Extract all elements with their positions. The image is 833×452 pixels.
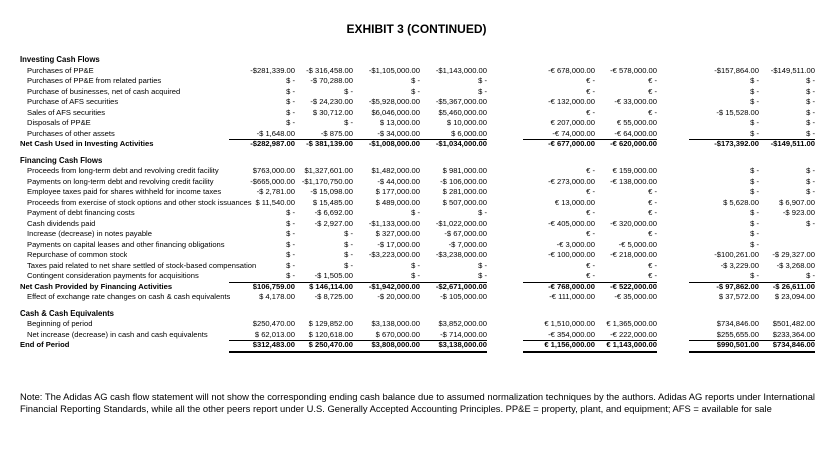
value-cell: € -	[648, 260, 657, 270]
value-cell: -$149,511.00	[770, 139, 815, 148]
value-cell: -$149,511.00	[770, 65, 815, 75]
value-cell: -$ 67,000.00	[444, 229, 487, 238]
value-cell: € -	[648, 76, 657, 85]
value-cell: $ -	[286, 86, 295, 96]
value-cell: -€ 578,000.00	[610, 65, 657, 75]
value-cell: $233,364.00	[759, 330, 815, 342]
value-cell: € -	[586, 76, 595, 85]
value-cell: -$ 15,098.00	[310, 187, 353, 196]
total-row	[20, 139, 815, 150]
row-label: Payment of debt financing costs	[27, 208, 135, 217]
table-row	[20, 261, 815, 272]
value-cell: -$ 714,000.00	[420, 330, 487, 342]
value-cell: € 1,156,000.00	[523, 340, 595, 353]
value-cell: $ 23,094.00	[774, 292, 815, 301]
row-label: Proceeds from exercise of stock options and other stock issuances	[27, 197, 252, 207]
value-cell: -$ 15,528.00	[716, 107, 759, 117]
row-label: Net Cash Provided by Financing Activities	[20, 281, 173, 291]
value-cell: € -	[523, 271, 595, 283]
value-cell: € 159,000.00	[612, 166, 657, 175]
row-label: Repurchase of common stock	[27, 250, 128, 259]
value-cell: -€ 64,000.00	[595, 129, 657, 141]
value-cell: -$ 70,288.00	[310, 76, 353, 85]
value-cell: -$ 34,000.00	[353, 129, 420, 141]
section-heading	[20, 55, 815, 66]
row-label: Payments on long-term debt and revolving credit facility	[27, 176, 214, 186]
table-row	[20, 166, 815, 177]
value-cell: $6,046,000.00	[371, 107, 420, 117]
value-cell: -€ 405,000.00	[548, 218, 595, 228]
value-cell: $ -	[759, 129, 815, 141]
value-cell: $501,482.00	[772, 319, 815, 328]
value-cell: -$ 6,692.00	[314, 208, 353, 217]
value-cell: $ 327,000.00	[375, 229, 420, 238]
value-cell: -$ 2,927.00	[314, 218, 353, 228]
value-cell: -$1,105,000.00	[368, 65, 420, 75]
table-row	[20, 129, 815, 140]
value-cell: $ 670,000.00	[353, 330, 420, 342]
value-cell: $ 62,013.00	[229, 330, 295, 342]
value-cell: $ -	[344, 250, 353, 259]
value-cell: $ 6,907.00	[779, 197, 815, 207]
value-cell: $ -	[286, 208, 295, 217]
value-cell: $ 120,618.00	[295, 330, 353, 342]
value-cell: -€ 273,000.00	[548, 176, 595, 186]
value-cell: $ 129,852.00	[308, 319, 353, 328]
exhibit-title: EXHIBIT 3 (CONTINUED)	[346, 22, 487, 36]
value-cell: $ -	[806, 97, 815, 106]
value-cell: -€ 138,000.00	[610, 176, 657, 186]
value-cell: $ 30,712.00	[312, 107, 353, 117]
value-cell: $ -	[806, 86, 815, 96]
table-row	[20, 319, 815, 330]
value-cell: € -	[586, 107, 595, 117]
value-cell: $ 146,114.00	[309, 281, 353, 291]
value-cell: $ -	[353, 271, 420, 283]
table-row	[20, 198, 815, 209]
value-cell: -$ 3,229.00	[720, 260, 759, 270]
value-cell: -$ 3,268.00	[776, 260, 815, 270]
row-label: Purchase of AFS securities	[27, 97, 119, 106]
value-cell: -$173,392.00	[714, 139, 759, 148]
value-cell: $3,138,000.00	[371, 319, 420, 328]
value-cell: $5,460,000.00	[438, 107, 487, 117]
value-cell: $ -	[344, 229, 353, 238]
value-cell: -$ 875.00	[295, 129, 353, 141]
value-cell: -$ 24,230.00	[310, 97, 353, 106]
value-cell: $ -	[750, 166, 759, 175]
value-cell: -$100,261.00	[714, 250, 759, 259]
value-cell: -$ 29,327.00	[772, 250, 815, 259]
value-cell: $1,482,000.00	[371, 166, 420, 175]
value-cell: $ 15,485.00	[312, 197, 353, 207]
table-row	[20, 271, 815, 282]
value-cell: $ -	[750, 118, 759, 127]
value-cell: $ -	[750, 218, 759, 228]
value-cell: € 1,365,000.00	[606, 319, 657, 328]
value-cell: $ -	[806, 107, 815, 117]
value-cell: $ -	[478, 260, 487, 270]
table-row	[20, 66, 815, 77]
value-cell: $ -	[344, 118, 353, 127]
value-cell: € -	[648, 86, 657, 96]
value-cell: € 55,000.00	[616, 118, 657, 127]
value-cell: $ 11,540.00	[255, 197, 295, 207]
value-cell: $ -	[420, 271, 487, 283]
value-cell: $990,501.00	[689, 340, 759, 353]
value-cell: $ -	[286, 118, 295, 127]
value-cell: $ -	[750, 86, 759, 96]
value-cell: -$282,987.00	[250, 139, 295, 148]
value-cell: -€ 33,000.00	[614, 97, 657, 106]
value-cell: $ -	[411, 260, 420, 270]
value-cell: -$5,928,000.00	[368, 97, 420, 106]
value-cell: -€ 132,000.00	[548, 97, 595, 106]
row-label: Payments on capital leases and other financing obligations	[27, 239, 225, 249]
row-label: Purchases of PP&E from related parties	[27, 76, 162, 85]
value-cell: -$1,133,000.00	[368, 218, 420, 228]
value-cell: € -	[586, 229, 595, 238]
section-heading-label: Financing Cash Flows	[20, 155, 103, 165]
value-cell: -$ 44,000.00	[377, 176, 420, 186]
value-cell: € -	[586, 166, 595, 175]
value-cell: -€ 354,000.00	[523, 330, 595, 342]
value-cell: $ -	[806, 176, 815, 186]
value-cell: $ -	[689, 129, 759, 141]
row-label: Disposals of PP&E	[27, 118, 91, 127]
value-cell: $ 981,000.00	[442, 166, 487, 175]
table-row	[20, 118, 815, 129]
value-cell: -$1,942,000.00	[368, 281, 420, 291]
value-cell: € 207,000.00	[550, 118, 595, 127]
value-cell: -$ 17,000.00	[377, 239, 420, 249]
value-cell: -$3,238,000.00	[435, 250, 487, 259]
value-cell: -$ 7,000.00	[448, 239, 487, 249]
table-row	[20, 108, 815, 119]
value-cell: € -	[595, 271, 657, 283]
value-cell: $ -	[759, 271, 815, 283]
row-label: Purchase of businesses, net of cash acquired	[27, 86, 181, 96]
footnote: Note: The Adidas AG cash flow statement will not show the corresponding ending cash balance due to assumed normalization techniques by the authors. Adidas AG reports under International Financial Reporting Standards, while all the other peers report under U.S. Generally Accepted Accounting Principles. PP&E = property, plant, and equipment; AFS = available for sale	[20, 391, 815, 414]
value-cell: € 1,510,000.00	[544, 319, 595, 328]
value-cell: -$ 97,862.00	[716, 281, 759, 291]
value-cell: -€ 74,000.00	[523, 129, 595, 141]
value-cell: -$1,008,000.00	[368, 139, 420, 148]
section-heading-label: Cash & Cash Equivalents	[20, 308, 115, 318]
value-cell: $ -	[286, 76, 295, 85]
value-cell: -$ 1,648.00	[229, 129, 295, 141]
table-row	[20, 87, 815, 98]
value-cell: € -	[648, 229, 657, 238]
row-label: Sales of AFS securities	[27, 107, 106, 117]
value-cell: -$ 316,458.00	[306, 65, 353, 75]
value-cell: $ -	[286, 239, 295, 249]
table-row	[20, 219, 815, 230]
value-cell: $ -	[229, 271, 295, 283]
row-label: Taxes paid related to net share settled of stock-based compensation	[27, 260, 257, 270]
section-heading-label: Investing Cash Flows	[20, 55, 100, 64]
value-cell: € -	[648, 107, 657, 117]
row-label: Proceeds from long-term debt and revolving credit facility	[27, 166, 219, 175]
value-cell: $ -	[806, 118, 815, 127]
value-cell: $ -	[411, 76, 420, 85]
table-row	[20, 250, 815, 261]
value-cell: € -	[648, 187, 657, 196]
value-cell: $312,483.00	[229, 340, 295, 353]
table-row	[20, 177, 815, 188]
value-cell: $255,655.00	[689, 330, 759, 342]
value-cell: -$ 105,000.00	[440, 292, 487, 301]
value-cell: -$ 2,781.00	[256, 187, 295, 196]
value-cell: $ -	[478, 86, 487, 96]
value-cell: € -	[648, 197, 657, 207]
total-row	[20, 282, 815, 293]
value-cell: $ 489,000.00	[375, 197, 420, 207]
value-cell: $ -	[806, 76, 815, 85]
value-cell: $ -	[750, 187, 759, 196]
value-cell: $ -	[478, 208, 487, 217]
table-row	[20, 208, 815, 219]
value-cell: -$ 20,000.00	[377, 292, 420, 301]
value-cell: -$1,170,750.00	[301, 176, 353, 186]
value-cell: $763,000.00	[252, 166, 295, 175]
value-cell: -€ 35,000.00	[614, 292, 657, 301]
value-cell: $ -	[344, 239, 353, 249]
value-cell: $ -	[286, 97, 295, 106]
value-cell: -$5,367,000.00	[435, 97, 487, 106]
cash-flow-table	[20, 55, 815, 351]
value-cell: -$ 1,505.00	[295, 271, 353, 283]
value-cell: € -	[586, 208, 595, 217]
value-cell: $3,852,000.00	[438, 319, 487, 328]
value-cell: $ -	[411, 208, 420, 217]
value-cell: $250,470.00	[252, 319, 295, 328]
value-cell: $ -	[750, 76, 759, 85]
value-cell: -€ 111,000.00	[549, 292, 595, 301]
value-cell: $ -	[286, 107, 295, 117]
value-cell: $ 250,470.00	[295, 340, 353, 353]
value-cell: € 1,143,000.00	[595, 340, 657, 353]
value-cell: -€ 320,000.00	[610, 218, 657, 228]
value-cell: -$ 26,611.00	[772, 281, 815, 291]
row-label: Net increase (decrease) in cash and cash equivalents	[27, 329, 208, 339]
value-cell: $ 10,000.00	[446, 118, 487, 127]
value-cell: $ 6,000.00	[420, 129, 487, 141]
value-cell: $734,846.00	[716, 319, 759, 328]
section-heading	[20, 309, 815, 320]
value-cell: $ 13,000.00	[379, 118, 420, 127]
value-cell: $ -	[344, 260, 353, 270]
value-cell: -€ 620,000.00	[610, 139, 657, 148]
value-cell: $1,327,601.00	[304, 166, 353, 175]
value-cell: $ 177,000.00	[375, 187, 420, 196]
table-row	[20, 97, 815, 108]
value-cell: $ -	[286, 260, 295, 270]
table-row	[20, 330, 815, 341]
row-label: Cash dividends paid	[27, 218, 96, 228]
value-cell: -$157,864.00	[714, 65, 759, 75]
value-cell: -€ 522,000.00	[610, 281, 657, 291]
table-row	[20, 76, 815, 87]
table-row	[20, 292, 815, 303]
row-label: Purchases of PP&E	[27, 65, 94, 75]
value-cell: -$3,223,000.00	[368, 250, 420, 259]
value-cell: $ -	[806, 187, 815, 196]
value-cell: $ -	[750, 97, 759, 106]
value-cell: $106,759.00	[252, 281, 295, 291]
value-cell: -€ 100,000.00	[548, 250, 595, 259]
value-cell: -€ 677,000.00	[548, 139, 595, 148]
row-label: Employee taxes paid for shares withheld for income taxes	[27, 187, 222, 196]
value-cell: -$1,022,000.00	[435, 218, 487, 228]
value-cell: -€ 218,000.00	[610, 250, 657, 259]
section-heading	[20, 156, 815, 167]
value-cell: $ -	[286, 218, 295, 228]
value-cell: € -	[648, 208, 657, 217]
row-label: Beginning of period	[27, 319, 93, 328]
value-cell: $ -	[286, 229, 295, 238]
value-cell: -$1,034,000.00	[435, 139, 487, 148]
value-cell: $ 507,000.00	[442, 197, 487, 207]
value-cell: -$665,000.00	[250, 176, 295, 186]
value-cell: -€ 5,000.00	[618, 239, 657, 249]
row-label: End of Period	[20, 340, 70, 349]
value-cell: -€ 3,000.00	[556, 239, 595, 249]
value-cell: -$1,143,000.00	[435, 65, 487, 75]
value-cell: $ -	[750, 229, 759, 238]
value-cell: € -	[586, 260, 595, 270]
value-cell: -$281,339.00	[250, 65, 295, 75]
value-cell: $ -	[689, 271, 759, 283]
table-row	[20, 240, 815, 251]
value-cell: $ -	[806, 166, 815, 175]
value-cell: $ 4,178.00	[259, 292, 295, 301]
value-cell: $ -	[750, 208, 759, 217]
table-row	[20, 229, 815, 240]
value-cell: $734,846.00	[759, 340, 815, 353]
value-cell: $ -	[286, 250, 295, 259]
value-cell: -$ 923.00	[782, 208, 815, 217]
value-cell: $ -	[344, 86, 353, 96]
value-cell: $ -	[750, 176, 759, 186]
value-cell: $3,138,000.00	[420, 340, 487, 353]
row-label: Increase (decrease) in notes payable	[27, 229, 152, 238]
value-cell: $ -	[478, 76, 487, 85]
value-cell: $ 37,572.00	[718, 292, 759, 301]
value-cell: -$2,671,000.00	[435, 281, 487, 291]
value-cell: $ -	[806, 218, 815, 228]
value-cell: € 13,000.00	[554, 197, 595, 207]
value-cell: $3,808,000.00	[353, 340, 420, 353]
value-cell: $ 281,000.00	[442, 187, 487, 196]
total-row	[20, 340, 815, 351]
value-cell: -$ 106,000.00	[440, 176, 487, 186]
table-row	[20, 187, 815, 198]
value-cell: -€ 768,000.00	[548, 281, 595, 291]
value-cell: -€ 222,000.00	[595, 330, 657, 342]
row-label: Contingent consideration payments for acquisitions	[27, 271, 199, 280]
row-label: Purchases of other assets	[27, 128, 115, 138]
row-label: Net Cash Used in Investing Activities	[20, 139, 154, 148]
value-cell: $ -	[750, 239, 759, 249]
value-cell: -$ 381,139.00	[306, 139, 353, 148]
value-cell: -€ 678,000.00	[548, 65, 595, 75]
value-cell: $ -	[411, 86, 420, 96]
value-cell: $ 5,628.00	[723, 197, 759, 207]
value-cell: -$ 8,725.00	[314, 292, 353, 301]
value-cell: € -	[586, 187, 595, 196]
row-label: Effect of exchange rate changes on cash & cash equivalents	[27, 292, 231, 301]
value-cell: € -	[586, 86, 595, 96]
